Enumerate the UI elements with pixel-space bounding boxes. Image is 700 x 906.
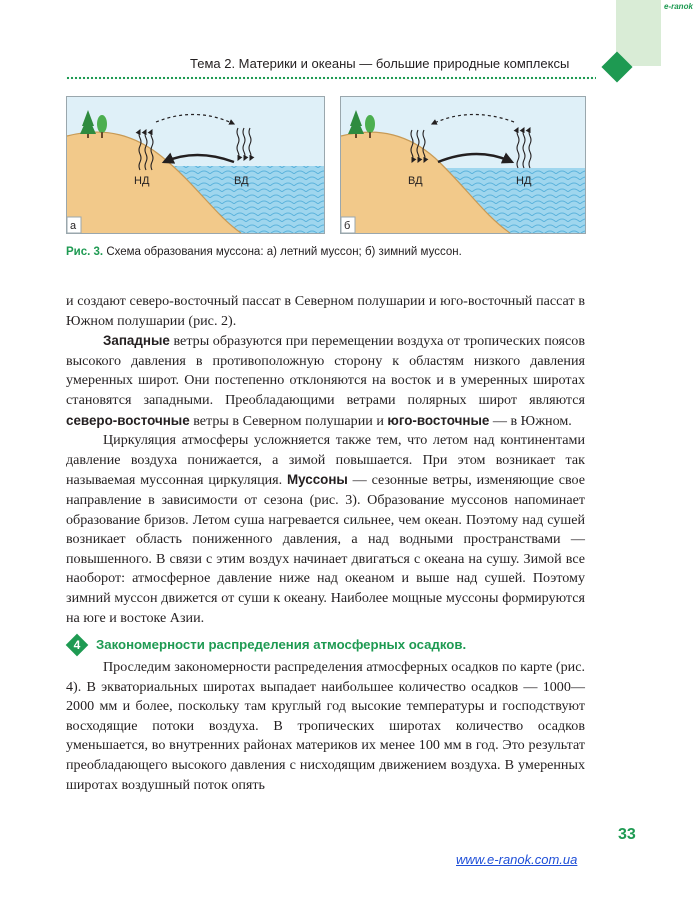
keyword-southeasterly: юго-восточные (387, 412, 490, 428)
paragraph-3 (66, 431, 585, 628)
panel-letter: б (344, 220, 351, 232)
label-right: ВД (234, 175, 249, 187)
paragraph-2-text-1: ветры образуются при перемещении воздуха от тропических поясов высокого давления в противоположную сторону к областям низкого давления умеренных широт. Они постепенно отклоняются на восток и в умеренных широтах становятся западными. Преобладающими ветрами полярных широт являются (66, 333, 585, 408)
figure-panel-b (340, 96, 586, 234)
section-heading (66, 633, 585, 657)
paragraph-1: и создают северо-восточный пассат в Северном полушарии и юго-восточный пассат в Южном полушарии (рис. 2). (66, 293, 585, 329)
paragraph-3-text-2: — сезонные ветры, изменяющие свое направление в зависимости от сезона (рис. 3). Образование муссонов напоминает образование бризов. Летом суша нагревается сильнее, чем океан. Поэтому над сушей возникает область пониженного давления, а над водными пространствами — повышенного. В связи с этим воздух начинает двигаться с океана на сушу. Зимой все наоборот: атмосферное давление ниже над океаном и выше над сушей. Поэтому зимний муссон движется от суши к океану. Наиболее мощные муссоны формируются на юге и востоке Азии. (66, 472, 585, 626)
panel-letter: а (70, 220, 77, 232)
keyword-northeasterly: северо-восточные (66, 412, 190, 428)
running-head: Тема 2. Материки и океаны — большие природные комплексы (190, 56, 570, 71)
figure-panel-a (66, 96, 325, 234)
section-number-badge (66, 634, 88, 656)
figure-caption (66, 246, 462, 258)
corner-tab (616, 0, 661, 66)
label-left: ВД (408, 175, 423, 187)
label-right: НД (516, 175, 532, 187)
paragraph-3-text-1: Циркуляция атмосферы усложняется также тем, что летом над континентами давление воздуха понижается, а зимой повышается. При этом возникает так называемая муссонная циркуляция. (66, 432, 585, 489)
label-left: НД (134, 175, 150, 187)
paragraph-2 (66, 331, 585, 431)
paragraph-2-text-2: ветры в Северном полушарии и (189, 412, 388, 429)
section-title: Закономерности распределения атмосферных осадков. (96, 637, 467, 653)
website-link[interactable]: www.e-ranok.com.ua (456, 852, 578, 867)
body-text (66, 292, 585, 795)
publisher-logo: e-ranok (664, 2, 693, 11)
figure-caption-text: Схема образования муссона: а) летний муссон; б) зимний муссон. (103, 246, 462, 258)
page-number: 33 (618, 826, 636, 843)
paragraph-4: Проследим закономерности распределения атмосферных осадков по карте (рис. 4). В экваториальных широтах выпадает наибольшее количество осадков — 1000—2000 мм и более, поскольку там круглый год высокие температуры и господствуют восходящие потоки воздуха. В тропических широтах количество осадков уменьшается, во внутренних районах материков их менее 100 мм в год. Это результат преобладающего высокого давления с нисходящим движением воздуха. В умеренных широтах воздушный поток опять (66, 659, 585, 793)
figure-caption-label: Рис. 3. (66, 246, 104, 258)
paragraph-2-text-3: — в Южном. (489, 412, 572, 429)
dotted-rule (66, 76, 596, 80)
section-number: 4 (73, 638, 81, 653)
keyword-westerly: Западные (103, 333, 170, 349)
keyword-monsoons: Муссоны (286, 472, 348, 488)
